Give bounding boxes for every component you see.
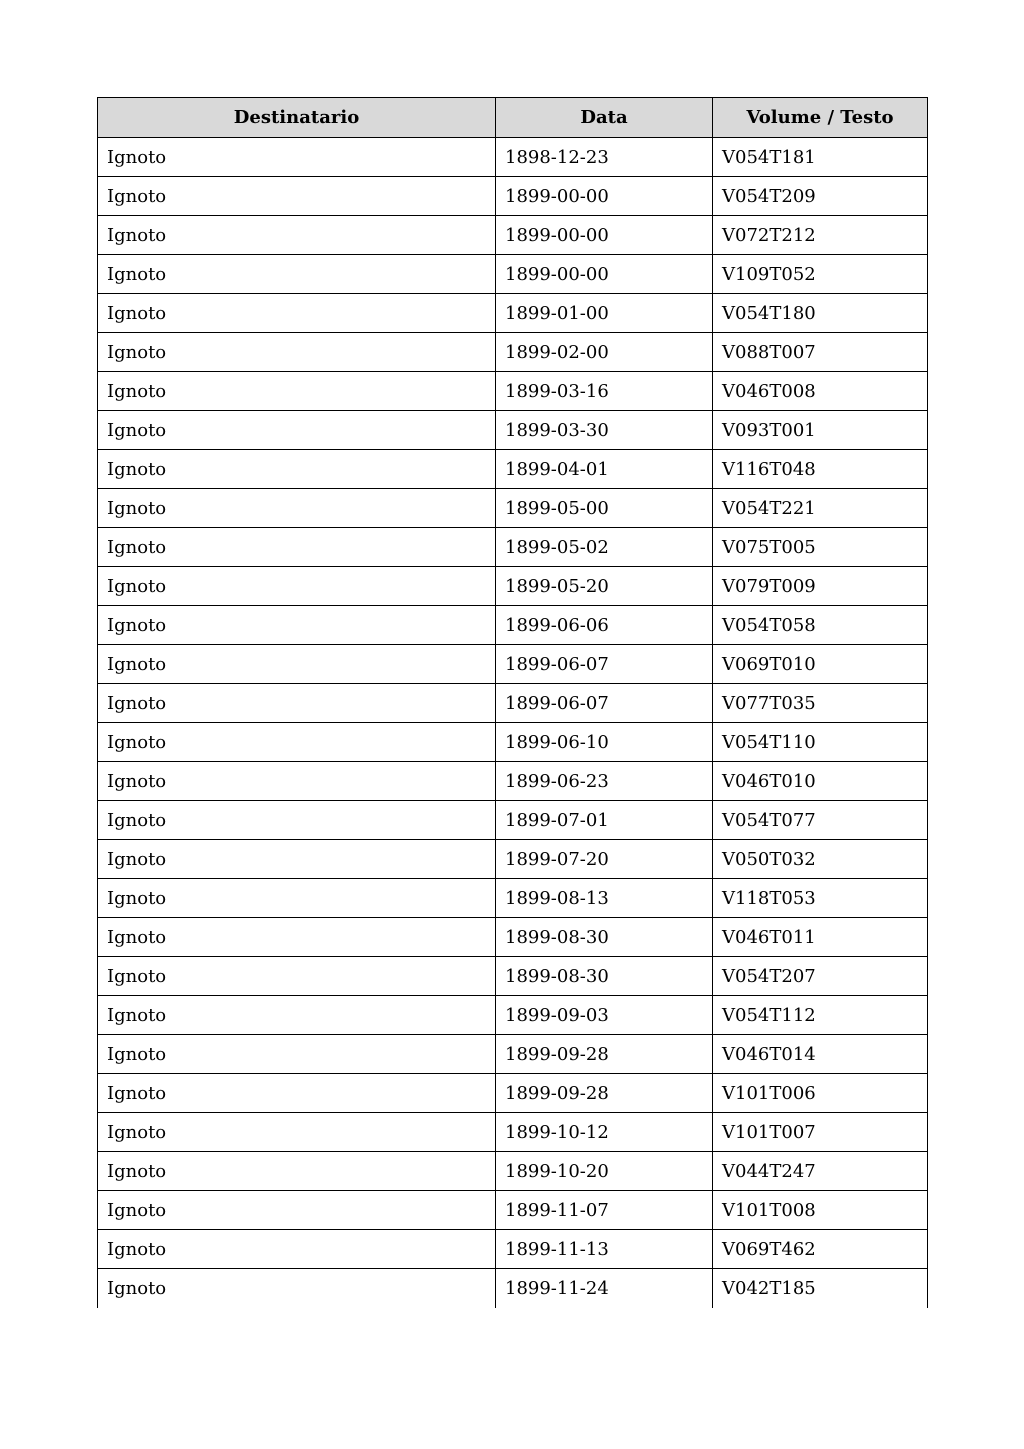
date-cell: 1899-06-06 — [496, 606, 713, 645]
date-cell: 1899-11-13 — [496, 1230, 713, 1269]
recipient-cell: Ignoto — [98, 645, 496, 684]
volume-text-cell: V109T052 — [713, 255, 928, 294]
table-row — [98, 1035, 928, 1074]
recipient-cell: Ignoto — [98, 957, 496, 996]
volume-text-cell: V046T011 — [713, 918, 928, 957]
recipient-cell: Ignoto — [98, 294, 496, 333]
volume-text-cell: V042T185 — [713, 1269, 928, 1308]
recipient-cell: Ignoto — [98, 1152, 496, 1191]
volume-text-cell: V054T077 — [713, 801, 928, 840]
date-cell: 1899-05-00 — [496, 489, 713, 528]
recipient-cell: Ignoto — [98, 333, 496, 372]
date-cell: 1899-10-12 — [496, 1113, 713, 1152]
recipient-cell: Ignoto — [98, 840, 496, 879]
volume-text-cell: V054T221 — [713, 489, 928, 528]
date-cell: 1899-06-10 — [496, 723, 713, 762]
recipient-cell: Ignoto — [98, 450, 496, 489]
table-row — [98, 918, 928, 957]
header-row — [98, 98, 928, 138]
table-body — [98, 138, 928, 1308]
volume-text-cell: V069T010 — [713, 645, 928, 684]
date-cell: 1899-07-01 — [496, 801, 713, 840]
table-row — [98, 996, 928, 1035]
recipient-cell: Ignoto — [98, 1191, 496, 1230]
header-volume-testo: Volume / Testo — [713, 98, 928, 138]
table-row — [98, 1230, 928, 1269]
date-cell: 1899-06-23 — [496, 762, 713, 801]
volume-text-cell: V101T007 — [713, 1113, 928, 1152]
volume-text-cell: V101T006 — [713, 1074, 928, 1113]
date-cell: 1899-09-28 — [496, 1074, 713, 1113]
table-header — [98, 98, 928, 138]
volume-text-cell: V054T181 — [713, 138, 928, 177]
date-cell: 1899-05-02 — [496, 528, 713, 567]
table-row — [98, 255, 928, 294]
recipient-cell: Ignoto — [98, 1035, 496, 1074]
date-cell: 1899-05-20 — [496, 567, 713, 606]
volume-text-cell: V050T032 — [713, 840, 928, 879]
table-row — [98, 489, 928, 528]
date-cell: 1899-06-07 — [496, 684, 713, 723]
volume-text-cell: V072T212 — [713, 216, 928, 255]
table-row — [98, 645, 928, 684]
date-cell: 1899-07-20 — [496, 840, 713, 879]
volume-text-cell: V054T112 — [713, 996, 928, 1035]
recipient-cell: Ignoto — [98, 1269, 496, 1308]
volume-text-cell: V069T462 — [713, 1230, 928, 1269]
date-cell: 1899-08-30 — [496, 918, 713, 957]
table-row — [98, 957, 928, 996]
table-row — [98, 1191, 928, 1230]
table-row — [98, 372, 928, 411]
table-row — [98, 138, 928, 177]
recipient-cell: Ignoto — [98, 762, 496, 801]
table-row — [98, 333, 928, 372]
table-row — [98, 216, 928, 255]
date-cell: 1899-02-00 — [496, 333, 713, 372]
table-row — [98, 528, 928, 567]
recipient-cell: Ignoto — [98, 138, 496, 177]
table-row — [98, 411, 928, 450]
table-row — [98, 723, 928, 762]
volume-text-cell: V077T035 — [713, 684, 928, 723]
table-row — [98, 1269, 928, 1308]
recipient-cell: Ignoto — [98, 255, 496, 294]
date-cell: 1899-00-00 — [496, 177, 713, 216]
recipient-cell: Ignoto — [98, 1230, 496, 1269]
recipient-cell: Ignoto — [98, 567, 496, 606]
recipient-cell: Ignoto — [98, 879, 496, 918]
date-cell: 1899-11-07 — [496, 1191, 713, 1230]
volume-text-cell: V075T005 — [713, 528, 928, 567]
date-cell: 1899-00-00 — [496, 255, 713, 294]
table-row — [98, 840, 928, 879]
table-row — [98, 567, 928, 606]
volume-text-cell: V054T209 — [713, 177, 928, 216]
volume-text-cell: V116T048 — [713, 450, 928, 489]
letters-table — [97, 97, 928, 1308]
volume-text-cell: V093T001 — [713, 411, 928, 450]
recipient-cell: Ignoto — [98, 528, 496, 567]
volume-text-cell: V054T110 — [713, 723, 928, 762]
table-row — [98, 177, 928, 216]
volume-text-cell: V046T014 — [713, 1035, 928, 1074]
table-row — [98, 606, 928, 645]
recipient-cell: Ignoto — [98, 723, 496, 762]
date-cell: 1899-01-00 — [496, 294, 713, 333]
volume-text-cell: V118T053 — [713, 879, 928, 918]
recipient-cell: Ignoto — [98, 177, 496, 216]
recipient-cell: Ignoto — [98, 1074, 496, 1113]
table-row — [98, 1152, 928, 1191]
recipient-cell: Ignoto — [98, 489, 496, 528]
date-cell: 1899-04-01 — [496, 450, 713, 489]
header-destinatario: Destinatario — [98, 98, 496, 138]
date-cell: 1899-10-20 — [496, 1152, 713, 1191]
table-row — [98, 684, 928, 723]
recipient-cell: Ignoto — [98, 801, 496, 840]
recipient-cell: Ignoto — [98, 684, 496, 723]
table-row — [98, 1074, 928, 1113]
volume-text-cell: V044T247 — [713, 1152, 928, 1191]
table-row — [98, 879, 928, 918]
recipient-cell: Ignoto — [98, 918, 496, 957]
volume-text-cell: V054T180 — [713, 294, 928, 333]
date-cell: 1899-08-30 — [496, 957, 713, 996]
document-page — [97, 97, 927, 1308]
recipient-cell: Ignoto — [98, 996, 496, 1035]
recipient-cell: Ignoto — [98, 606, 496, 645]
recipient-cell: Ignoto — [98, 216, 496, 255]
recipient-cell: Ignoto — [98, 411, 496, 450]
date-cell: 1899-06-07 — [496, 645, 713, 684]
volume-text-cell: V079T009 — [713, 567, 928, 606]
table-row — [98, 801, 928, 840]
volume-text-cell: V101T008 — [713, 1191, 928, 1230]
volume-text-cell: V046T008 — [713, 372, 928, 411]
volume-text-cell: V054T058 — [713, 606, 928, 645]
table-row — [98, 450, 928, 489]
header-data: Data — [496, 98, 713, 138]
volume-text-cell: V046T010 — [713, 762, 928, 801]
date-cell: 1899-09-28 — [496, 1035, 713, 1074]
recipient-cell: Ignoto — [98, 372, 496, 411]
date-cell: 1898-12-23 — [496, 138, 713, 177]
date-cell: 1899-03-16 — [496, 372, 713, 411]
table-row — [98, 1113, 928, 1152]
date-cell: 1899-11-24 — [496, 1269, 713, 1308]
table-row — [98, 294, 928, 333]
date-cell: 1899-00-00 — [496, 216, 713, 255]
recipient-cell: Ignoto — [98, 1113, 496, 1152]
volume-text-cell: V088T007 — [713, 333, 928, 372]
date-cell: 1899-03-30 — [496, 411, 713, 450]
date-cell: 1899-09-03 — [496, 996, 713, 1035]
table-row — [98, 762, 928, 801]
volume-text-cell: V054T207 — [713, 957, 928, 996]
date-cell: 1899-08-13 — [496, 879, 713, 918]
